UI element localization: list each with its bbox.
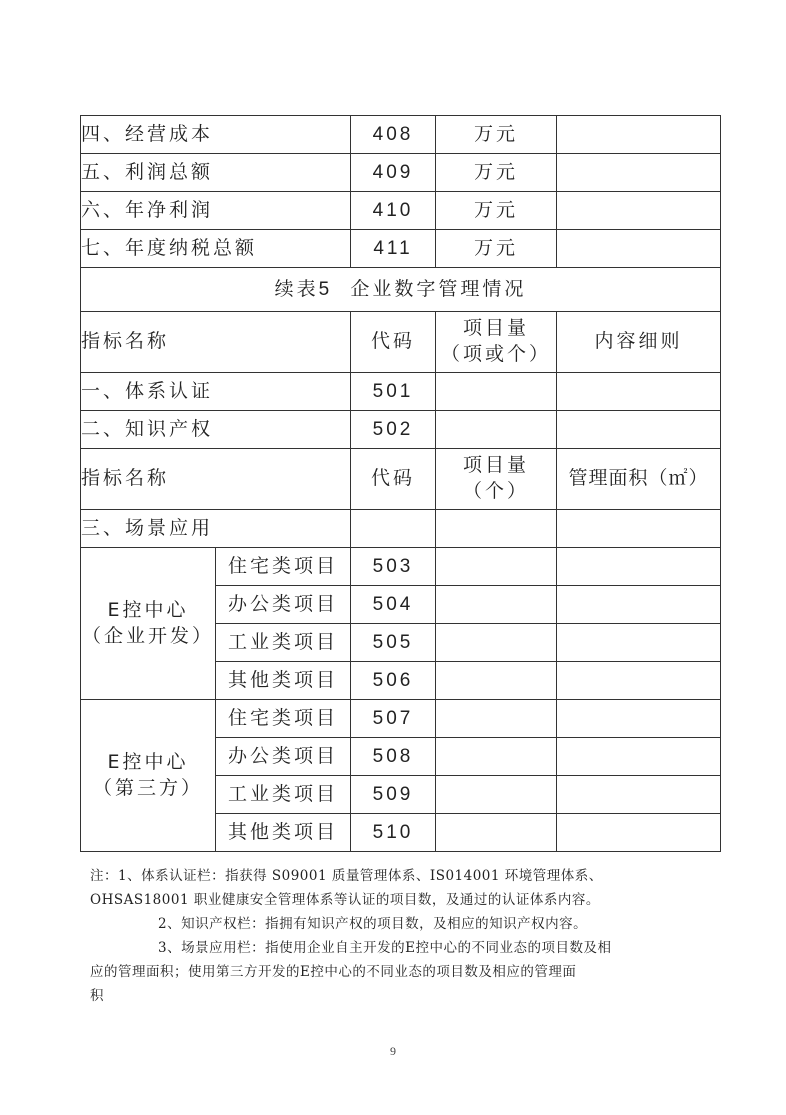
data-table (80, 115, 721, 852)
value-cell (436, 776, 557, 814)
note-3-line3: 积 (90, 988, 104, 1004)
item-label: 其他类项目 (216, 814, 351, 852)
row-label: 二、知识产权 (81, 411, 351, 449)
header-qty-line2: （个） (463, 480, 530, 502)
group-label-line2: （第三方） (92, 776, 203, 799)
value-cell (557, 116, 721, 154)
item-label: 其他类项目 (216, 662, 351, 700)
group-label-line1: E控中心 (107, 598, 189, 621)
row-label: 四、经营成本 (81, 116, 351, 154)
table-row (81, 548, 721, 586)
item-label: 办公类项目 (216, 586, 351, 624)
table-row (81, 192, 721, 230)
value-cell (436, 586, 557, 624)
header-qty-line2: （项或个） (441, 343, 552, 365)
value-cell (557, 192, 721, 230)
header-name: 指标名称 (81, 312, 351, 373)
table-row (81, 373, 721, 411)
item-code: 510 (351, 814, 436, 852)
group-label-line1: E控中心 (107, 750, 189, 773)
row-unit: 万元 (436, 230, 557, 268)
row-label: 五、利润总额 (81, 154, 351, 192)
value-cell (557, 700, 721, 738)
item-code: 504 (351, 586, 436, 624)
row-label: 三、场景应用 (81, 510, 351, 548)
value-cell (557, 776, 721, 814)
note-1-line2: OHSAS18001 职业健康安全管理体系等认证的项目数，及通过的认证体系内容。 (90, 892, 600, 908)
header-code: 代码 (351, 449, 436, 510)
header-code: 代码 (351, 312, 436, 373)
item-label: 工业类项目 (216, 776, 351, 814)
value-cell (436, 738, 557, 776)
table-row (81, 411, 721, 449)
footnotes (90, 864, 710, 1008)
table-row (81, 116, 721, 154)
item-label: 工业类项目 (216, 624, 351, 662)
row-label: 一、体系认证 (81, 373, 351, 411)
header-qty-line1: 项目量 (463, 317, 530, 340)
section-title-row (81, 268, 721, 312)
value-cell (557, 586, 721, 624)
value-cell (557, 738, 721, 776)
table-row (81, 700, 721, 738)
page-number: 9 (390, 1044, 396, 1058)
header-row (81, 449, 721, 510)
row-code: 501 (351, 373, 436, 411)
value-cell (557, 548, 721, 586)
row-label: 六、年净利润 (81, 192, 351, 230)
value-cell (436, 510, 557, 548)
section-title-number: 5 (318, 278, 333, 300)
value-cell (557, 624, 721, 662)
item-label: 住宅类项目 (216, 548, 351, 586)
header-detail: 内容细则 (557, 312, 721, 373)
item-code: 503 (351, 548, 436, 586)
header-name: 指标名称 (81, 449, 351, 510)
row-code: 411 (351, 230, 436, 268)
row-unit: 万元 (436, 116, 557, 154)
note-1-line1: 注：1、体系认证栏：指获得 S09001 质量管理体系、IS014001 环境管理体系、 (90, 868, 603, 884)
value-cell (557, 373, 721, 411)
value-cell (557, 230, 721, 268)
row-label: 七、年度纳税总额 (81, 230, 351, 268)
row-unit: 万元 (436, 192, 557, 230)
value-cell (436, 624, 557, 662)
header-qty (436, 312, 557, 373)
value-cell (557, 510, 721, 548)
row-code: 409 (351, 154, 436, 192)
header-row (81, 312, 721, 373)
header-qty (436, 449, 557, 510)
table-row (81, 510, 721, 548)
note-3-line1: 3、场景应用栏：指使用企业自主开发的E控中心的不同业态的项目数及相 (158, 940, 612, 956)
note-3-line2: 应的管理面积；使用第三方开发的E控中心的不同业态的项目数及相应的管理面 (90, 964, 577, 980)
group-label-line2: （企业开发） (81, 624, 214, 647)
row-code: 502 (351, 411, 436, 449)
value-cell (557, 814, 721, 852)
value-cell (557, 411, 721, 449)
row-unit: 万元 (436, 154, 557, 192)
item-code: 506 (351, 662, 436, 700)
value-cell (436, 700, 557, 738)
item-code: 508 (351, 738, 436, 776)
section-title (81, 268, 721, 312)
group-label (81, 548, 216, 700)
item-code: 507 (351, 700, 436, 738)
table-row (81, 154, 721, 192)
value-cell (557, 662, 721, 700)
item-label: 住宅类项目 (216, 700, 351, 738)
value-cell (436, 411, 557, 449)
value-cell (436, 662, 557, 700)
value-cell (436, 814, 557, 852)
group-label (81, 700, 216, 852)
value-cell (436, 548, 557, 586)
section-title-prefix: 续表 (274, 277, 319, 300)
note-2: 2、知识产权栏：指拥有知识产权的项目数，及相应的知识产权内容。 (158, 916, 588, 932)
table-row (81, 230, 721, 268)
item-code: 505 (351, 624, 436, 662)
item-label: 办公类项目 (216, 738, 351, 776)
header-area: 管理面积（㎡） (557, 449, 721, 510)
header-qty-line1: 项目量 (463, 454, 530, 477)
row-code: 408 (351, 116, 436, 154)
item-code: 509 (351, 776, 436, 814)
value-cell (351, 510, 436, 548)
value-cell (557, 154, 721, 192)
value-cell (436, 373, 557, 411)
row-code: 410 (351, 192, 436, 230)
section-title-text: 企业数字管理情况 (350, 277, 527, 300)
